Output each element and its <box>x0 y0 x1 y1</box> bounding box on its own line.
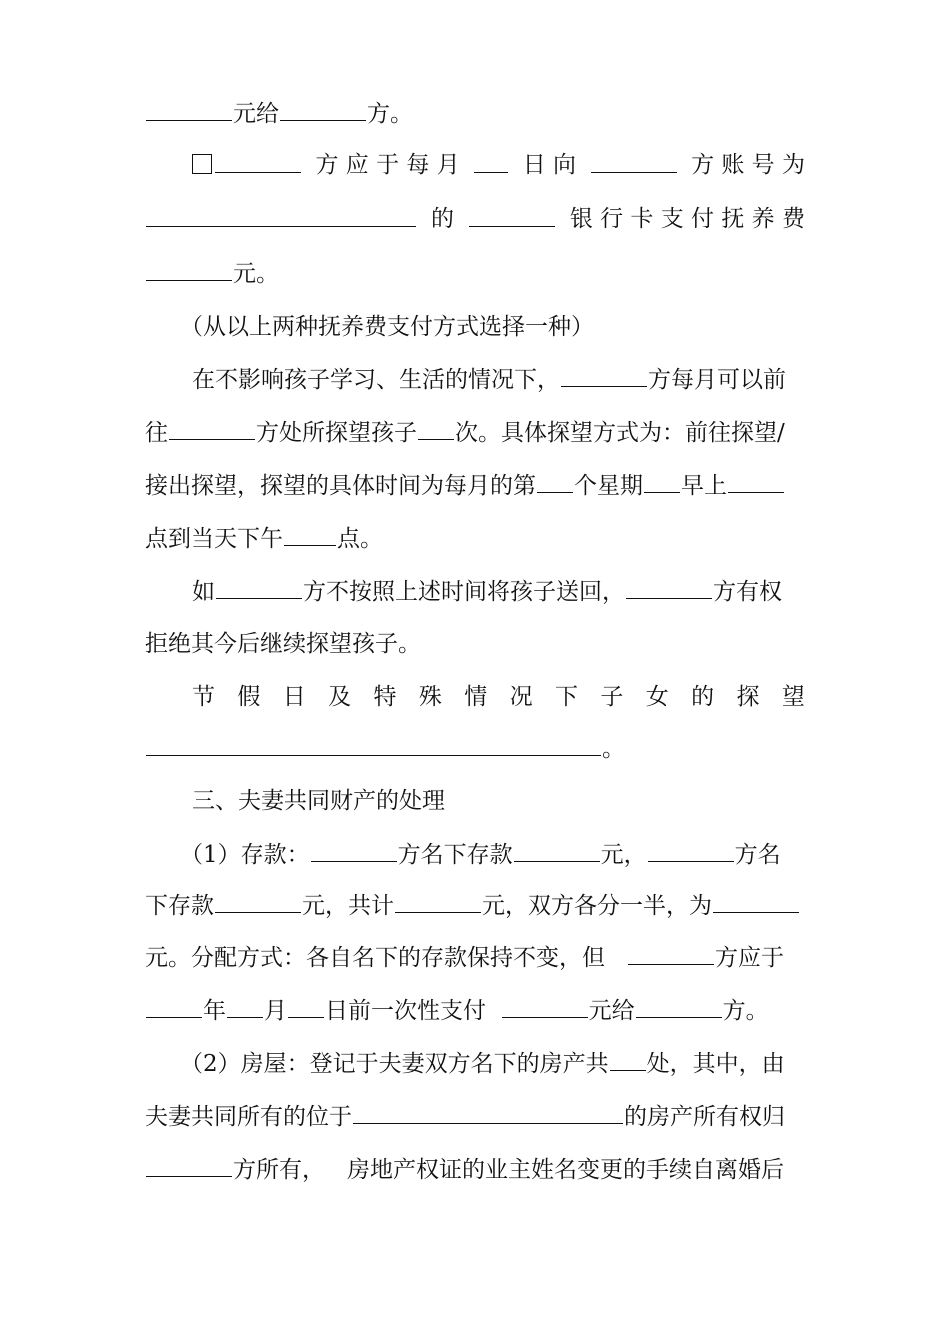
fill-blank[interactable] <box>502 993 588 1018</box>
fill-blank[interactable] <box>728 468 784 493</box>
fill-blank[interactable] <box>395 888 481 913</box>
fill-blank[interactable] <box>215 888 301 913</box>
fill-blank[interactable] <box>514 837 600 862</box>
fill-blank[interactable] <box>713 888 799 913</box>
fill-blank[interactable] <box>648 837 734 862</box>
fill-blank[interactable] <box>626 574 712 599</box>
fill-blank[interactable] <box>474 148 508 173</box>
fill-blank[interactable] <box>227 993 263 1018</box>
fill-blank[interactable] <box>215 148 301 173</box>
fill-blank[interactable] <box>537 468 573 493</box>
fill-blank[interactable] <box>311 837 397 862</box>
text-line-6: 在不影响孩子学习、生活的情况下， 方每月可以前 <box>192 362 805 396</box>
text-line-21: 方所有， 房地产权证的业主姓名变更的手续自离婚后 <box>145 1152 805 1186</box>
fill-blank[interactable] <box>644 468 680 493</box>
fill-blank[interactable] <box>610 1046 646 1071</box>
text-line-20: 夫妻共同所有的位于 的房产所有权归 <box>145 1099 805 1133</box>
fill-blank[interactable] <box>146 731 601 756</box>
fill-blank[interactable] <box>169 415 255 440</box>
fill-blank[interactable] <box>591 148 677 173</box>
fill-blank[interactable] <box>418 415 454 440</box>
text-line-7: 往 方处所探望孩子 次。具体探望方式为：前往探望/ <box>145 415 805 449</box>
text-line-10: 如 方不按照上述时间将孩子送回， 方有权 <box>192 574 805 608</box>
text-line-19: （2）房屋：登记于夫妻双方名下的房产共 处，其中，由 <box>180 1046 805 1080</box>
fill-blank[interactable] <box>628 940 714 965</box>
text-line-17: 元。分配方式：各自名下的存款保持不变，但 方应于 <box>145 940 805 974</box>
text-line-15: （1）存款： 方名下存款 元， 方名 <box>180 837 805 871</box>
fill-blank[interactable] <box>561 362 647 387</box>
fill-blank[interactable] <box>288 993 324 1018</box>
fill-blank[interactable] <box>216 574 302 599</box>
fill-blank[interactable] <box>146 993 202 1018</box>
text-line-1: 元给 方。 <box>145 96 805 130</box>
checkbox[interactable] <box>192 154 212 174</box>
text-line-12: 节 假 日 及 特 殊 情 况 下 子 女 的 探 望 <box>192 684 805 710</box>
text-line-9: 点到当天下午 点。 <box>145 521 805 555</box>
fill-blank[interactable] <box>280 96 366 121</box>
section-heading: 三、夫妻共同财产的处理 <box>192 788 445 814</box>
fill-blank[interactable] <box>284 521 336 546</box>
text-line-4: 元。 <box>145 256 805 290</box>
text-line-11: 拒绝其今后继续探望孩子。 <box>145 631 421 657</box>
text-line-8: 接出探望，探望的具体时间为每月的第 个星期 早上 <box>145 468 805 502</box>
text-line-2: 方 应 于 每 月 日 向 方 账 号 为 <box>192 148 805 182</box>
text-line-16: 下存款 元，共计 元，双方各分一半，为 <box>145 888 805 922</box>
text-line-18: 年 月 日前一次性支付 元给 方。 <box>145 993 805 1027</box>
fill-blank[interactable] <box>146 96 232 121</box>
fill-blank[interactable] <box>469 202 555 227</box>
fill-blank[interactable] <box>146 256 232 281</box>
fill-blank[interactable] <box>146 1152 232 1177</box>
fill-blank[interactable] <box>636 993 722 1018</box>
text-line-13: 。 <box>145 731 805 765</box>
text-line-5: （从以上两种抚养费支付方式选择一种） <box>180 314 594 340</box>
fill-blank[interactable] <box>353 1099 623 1124</box>
fill-blank[interactable] <box>146 202 416 227</box>
text-line-3: 的 银 行 卡 支 付 抚 养 费 <box>145 202 805 236</box>
